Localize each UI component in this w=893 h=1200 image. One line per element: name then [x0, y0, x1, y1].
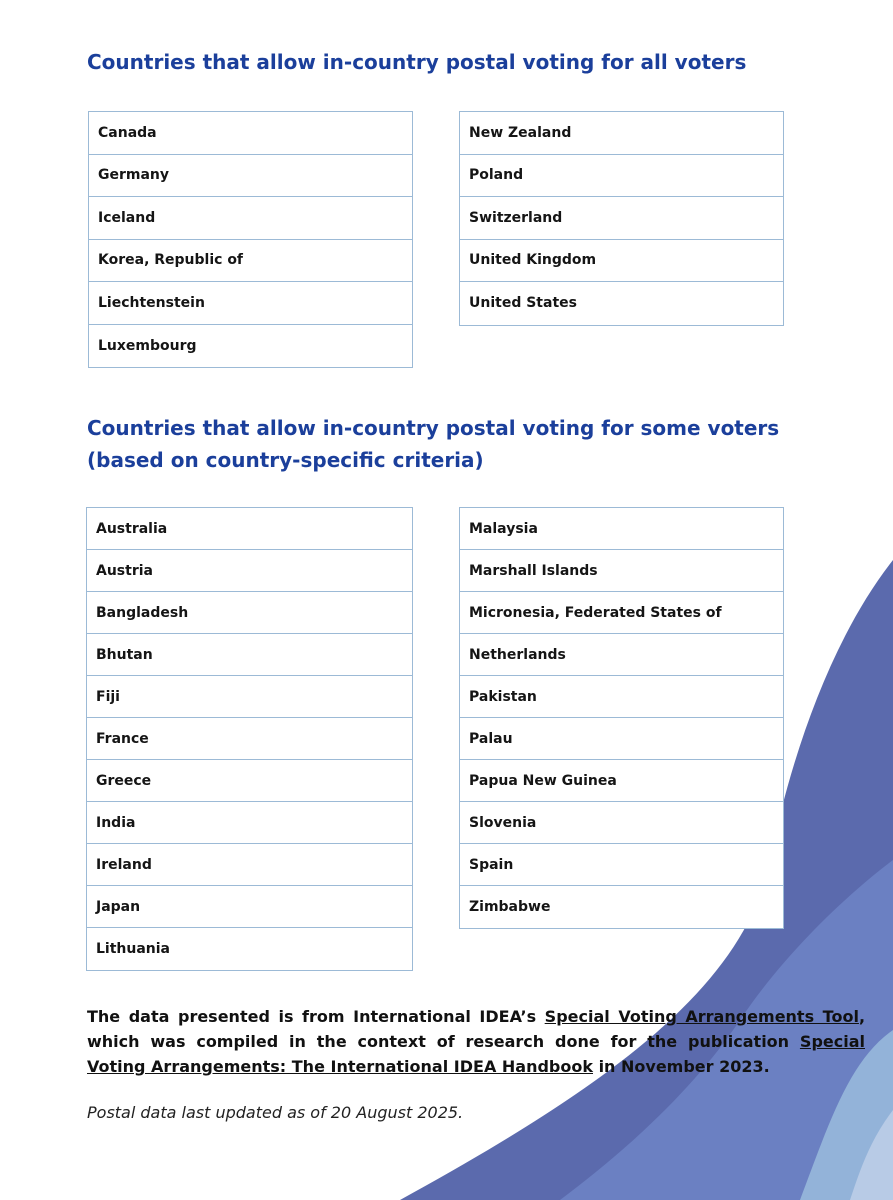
table-cell: Pakistan	[460, 676, 783, 718]
table-cell: Iceland	[89, 197, 412, 240]
table-all-voters-left	[88, 111, 413, 368]
table-cell: Netherlands	[460, 634, 783, 676]
table-some-voters-left	[86, 507, 413, 971]
table-cell: Greece	[87, 760, 412, 802]
table-all-voters-right	[459, 111, 784, 326]
last-updated-note: Postal data last updated as of 20 August 2025.	[87, 1103, 464, 1122]
table-cell: New Zealand	[460, 112, 783, 155]
table-cell: Liechtenstein	[89, 282, 412, 325]
table-cell: Slovenia	[460, 802, 783, 844]
table-cell: Austria	[87, 550, 412, 592]
table-some-voters-right	[459, 507, 784, 929]
source-note-text: , which was compiled in the context of research done for the publication	[87, 1007, 866, 1051]
table-cell: Ireland	[87, 844, 412, 886]
source-note-text: The data presented is from International IDEA’s	[87, 1007, 545, 1026]
table-cell: Spain	[460, 844, 783, 886]
table-cell: Poland	[460, 155, 783, 198]
table-cell: France	[87, 718, 412, 760]
table-cell: Fiji	[87, 676, 412, 718]
source-note	[87, 1004, 865, 1079]
table-cell: Australia	[87, 508, 412, 550]
table-cell: Marshall Islands	[460, 550, 783, 592]
heading-some-voters-line1: Countries that allow in-country postal voting for some voters	[87, 416, 780, 440]
table-cell: Lithuania	[96, 941, 171, 957]
table-cell: Korea, Republic of	[89, 240, 412, 283]
table-cell: Malaysia	[460, 508, 783, 550]
heading-all-voters-text: Countries that allow in-country postal voting for all voters	[87, 50, 747, 74]
table-cell: Micronesia, Federated States of	[460, 592, 783, 634]
table-cell: United Kingdom	[460, 240, 783, 283]
heading-all-voters	[87, 46, 746, 78]
table-cell: Switzerland	[460, 197, 783, 240]
heading-some-voters-line2: (based on country-specific criteria)	[87, 448, 484, 472]
table-cell: Palau	[460, 718, 783, 760]
source-note-text: in November 2023.	[593, 1057, 770, 1076]
table-cell: United States	[469, 295, 577, 312]
table-cell: Japan	[87, 886, 412, 928]
table-cell: Germany	[89, 155, 412, 198]
table-cell: Zimbabwe	[469, 899, 551, 915]
table-cell: Luxembourg	[98, 337, 197, 354]
heading-some-voters	[87, 412, 779, 476]
table-cell: Canada	[89, 112, 412, 155]
table-cell: Bangladesh	[87, 592, 412, 634]
table-cell: Bhutan	[87, 634, 412, 676]
svat-tool-link[interactable]: Special Voting Arrangements Tool	[544, 1007, 859, 1026]
svat-handbook-link[interactable]: Special Voting Arrangements: The International IDEA Handbook	[87, 1032, 865, 1076]
table-cell: Papua New Guinea	[460, 760, 783, 802]
table-cell: India	[87, 802, 412, 844]
